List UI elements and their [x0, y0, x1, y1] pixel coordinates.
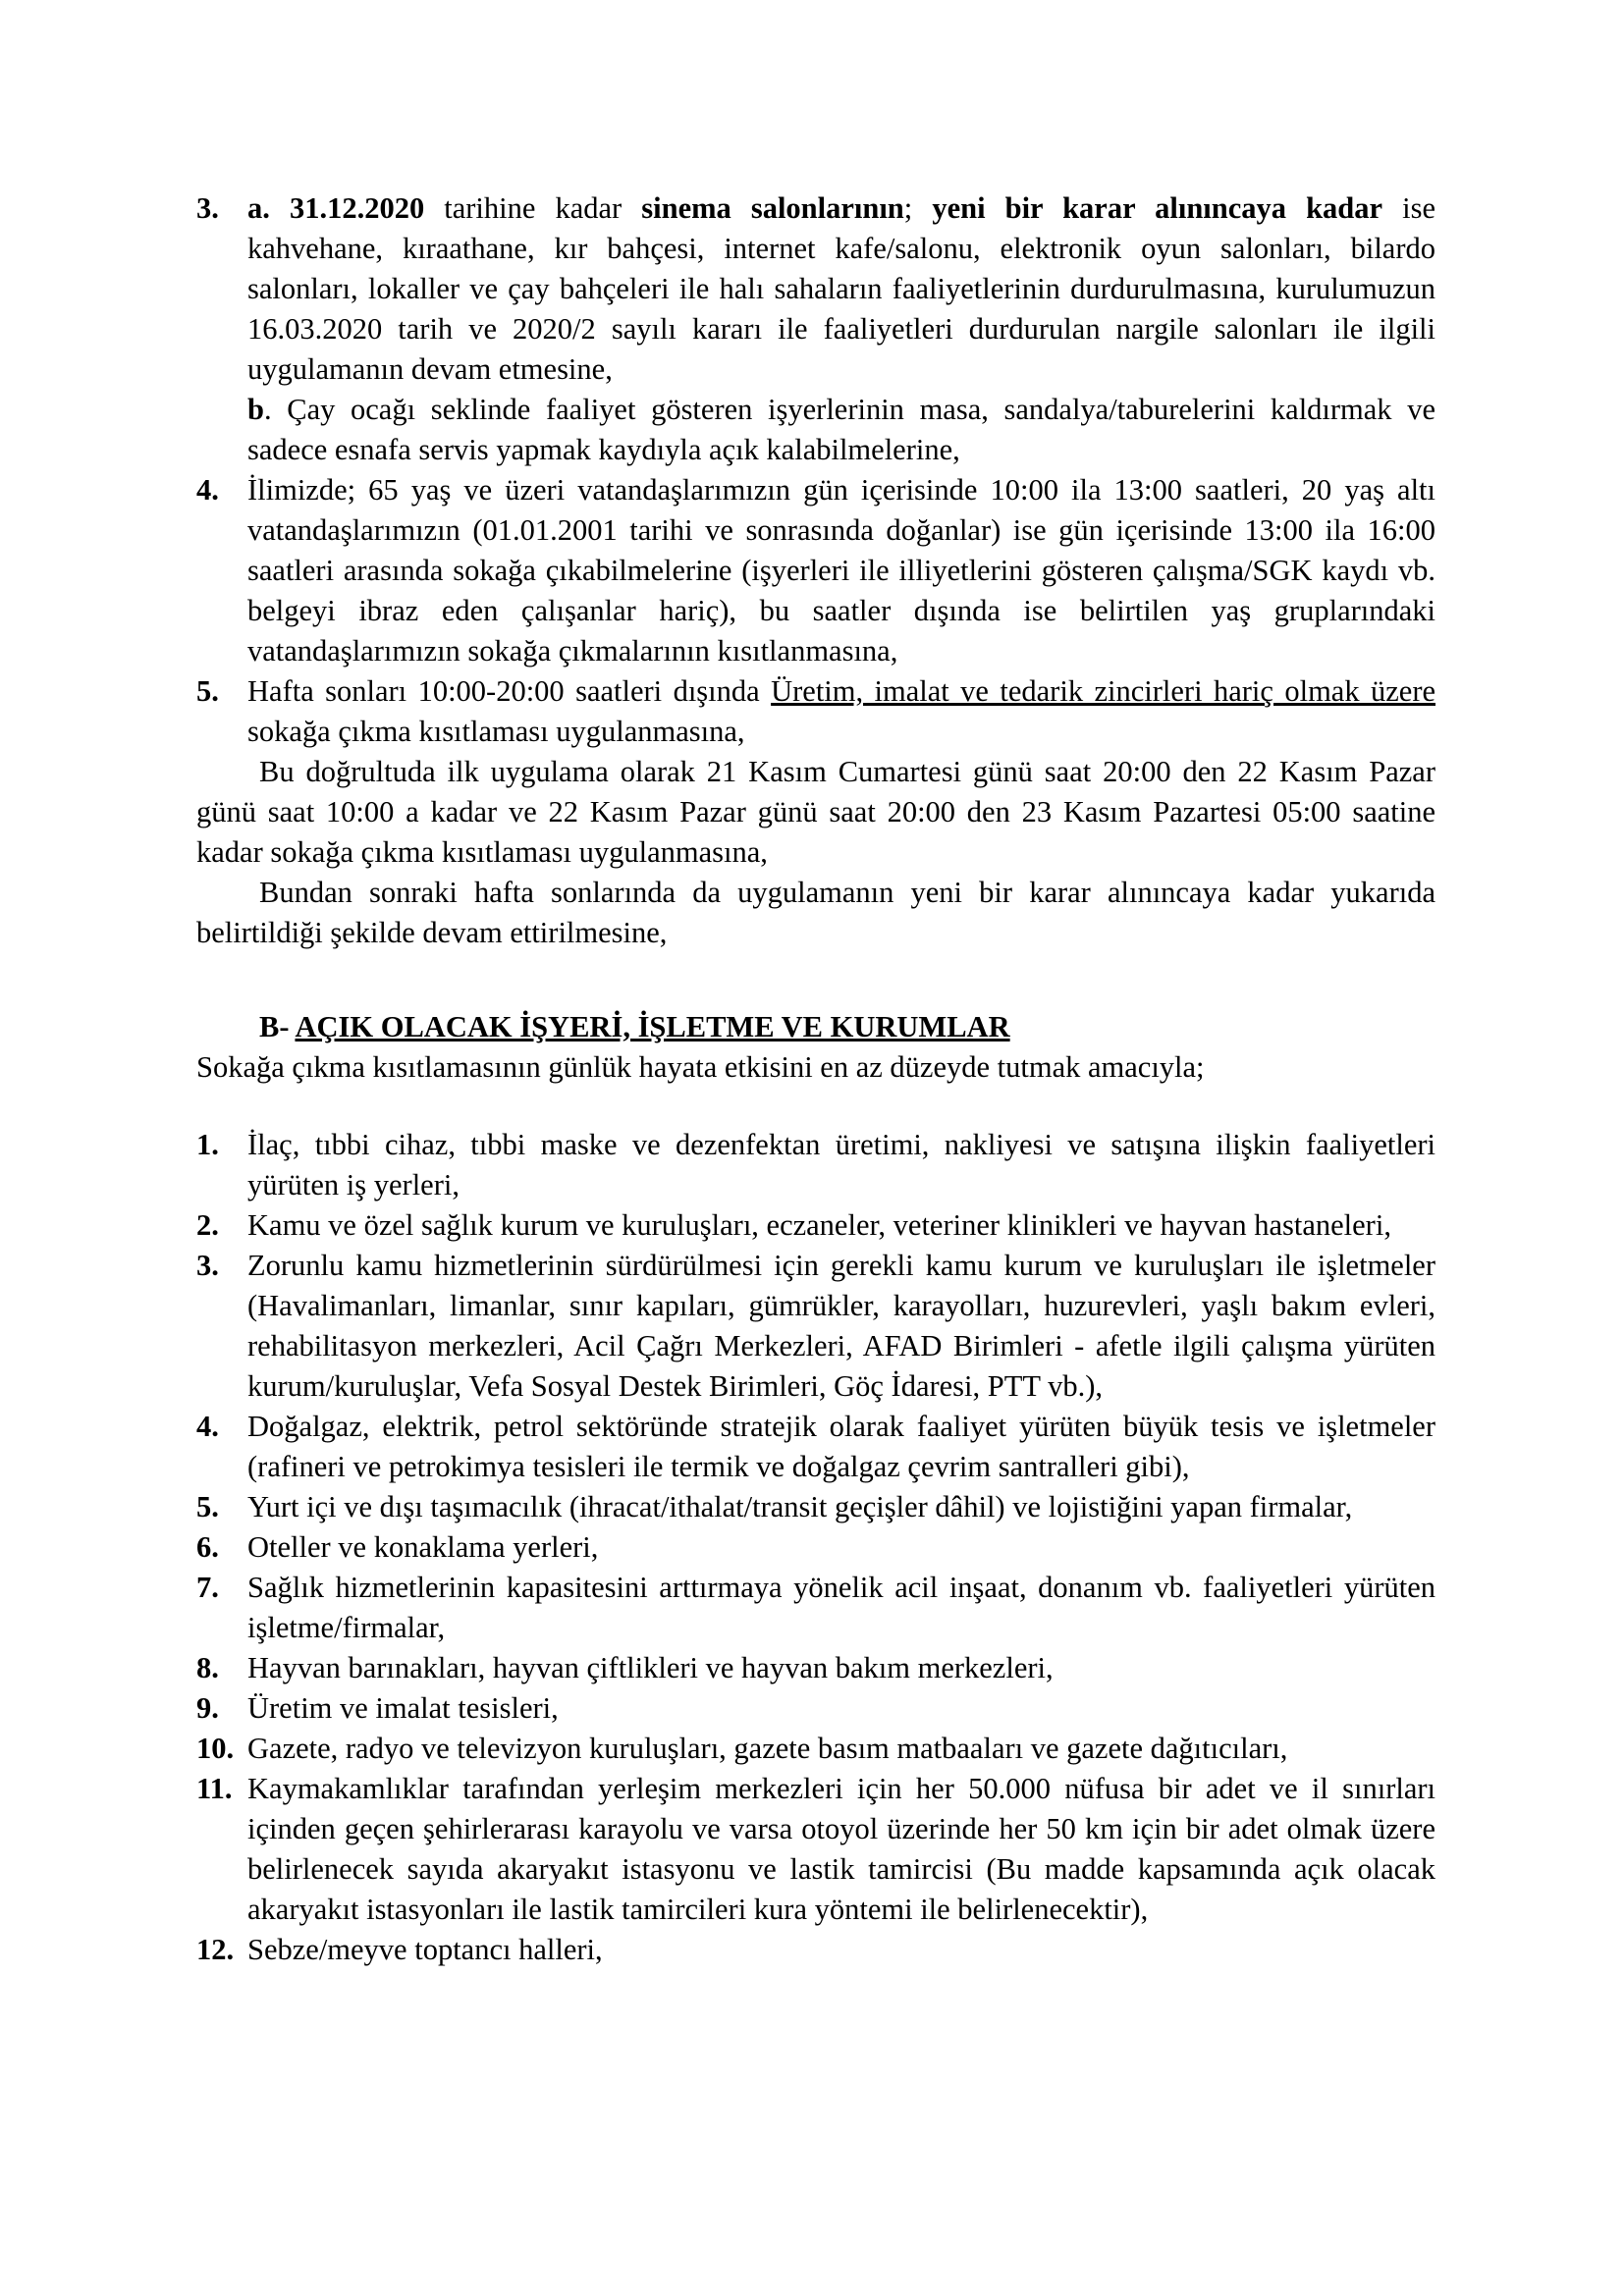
list-item: [196, 1729, 1435, 1769]
item-number: 9.: [196, 1691, 219, 1725]
item-text: Doğalgaz, elektrik, petrol sektöründe stratejik olarak faaliyet yürüten büyük tesis ve işletmeler (rafineri ve petrokimya tesisleri ile termik ve doğalgaz çevrim santralleri gibi),: [247, 1410, 1435, 1483]
sub-label-b: b: [247, 393, 264, 426]
bold-phrase: yeni bir karar alınıncaya kadar: [932, 191, 1383, 225]
item-text: Zorunlu kamu hizmetlerinin sürdürülmesi için gerekli kamu kurum ve kuruluşları ile işletmeler (Havalimanları, limanlar, sınır kapıları, gümrükler, karayolları, huzurevleri, yaşlı bakım evleri, rehabilitasyon merkezleri, Acil Çağrı Merkezleri, AFAD Birimleri - afetle ilgili çalışma yürüten kurum/kuruluşlar, Vefa Sosyal Destek Birimleri, Göç İdaresi, PTT vb.),: [247, 1249, 1435, 1403]
item-text: İlimizde; 65 yaş ve üzeri vatandaşlarımızın gün içerisinde 10:00 ila 13:00 saatleri, 20 yaş altı vatandaşlarımızın (01.01.2001 tarihi ve sonrasında doğanlar) ise gün içerisinde 13:00 ila 16:00 saatleri arasında sokağa çıkabilmelerine (işyerleri ile illiyetlerini gösteren çalışma/SGK kaydı vb. belgeyi ibraz eden çalışanlar hariç), bu saatler dışında ise belirtilen yaş gruplarındaki vatandaşlarımızın sokağa çıkmalarının kısıtlanmasına,: [247, 473, 1435, 667]
list-item: [196, 1205, 1435, 1246]
list-item: [196, 1648, 1435, 1688]
item-3b-text: [196, 390, 1435, 470]
sub-label-a: a.: [247, 191, 270, 225]
underlined-phrase: Üretim, imalat ve tedarik zincirleri hariç olmak üzere: [771, 674, 1436, 708]
list-item: [196, 1246, 1435, 1407]
document-page: [196, 188, 1435, 1970]
text-fragment: Hafta sonları 10:00-20:00 saatleri dışında: [247, 674, 772, 708]
item-text: Sebze/meyve toptancı halleri,: [247, 1933, 603, 1966]
list-item: [196, 1688, 1435, 1729]
item-number: 10.: [196, 1732, 235, 1765]
section-intro: Sokağa çıkma kısıtlamasının günlük hayata etkisini en az düzeyde tutmak amacıyla;: [196, 1050, 1205, 1084]
list-item: [196, 1527, 1435, 1568]
list-item: [196, 1125, 1435, 1205]
section-title: AÇIK OLACAK İŞYERİ, İŞLETME VE KURUMLAR: [295, 1010, 1010, 1043]
item-number: 3.: [196, 191, 219, 225]
open-workplaces-list: [196, 1125, 1435, 1970]
list-item: [196, 1930, 1435, 1970]
item-number: 2.: [196, 1208, 219, 1242]
paragraph-first-application: Bu doğrultuda ilk uygulama olarak 21 Kasım Cumartesi günü saat 20:00 den 22 Kasım Pazar günü saat 10:00 a kadar ve 22 Kasım Pazar günü saat 20:00 den 23 Kasım Pazartesi 05:00 saatine kadar sokağa çıkma kısıtlaması uygulanmasına,: [196, 755, 1435, 869]
item-number: 11.: [196, 1772, 233, 1805]
item-number: 5.: [196, 1490, 219, 1523]
date-bold: 31.12.2020: [289, 191, 425, 225]
list-item: [196, 1407, 1435, 1487]
item-number: 3.: [196, 1249, 219, 1282]
item-text: Hayvan barınakları, hayvan çiftlikleri ve hayvan bakım merkezleri,: [247, 1651, 1054, 1684]
item-number: 5.: [196, 674, 219, 708]
item-text: Oteller ve konaklama yerleri,: [247, 1530, 599, 1564]
text-fragment: tarihine kadar: [424, 191, 642, 225]
item-text: Üretim ve imalat tesisleri,: [247, 1691, 559, 1725]
item-number: 12.: [196, 1933, 235, 1966]
item-number: 8.: [196, 1651, 219, 1684]
text-fragment: ;: [903, 191, 933, 225]
list-item-5: [196, 671, 1435, 752]
item-3a-text: [247, 188, 1435, 390]
item-text: [247, 671, 1435, 752]
item-text: Sağlık hizmetlerinin kapasitesini arttırmaya yönelik acil inşaat, donanım vb. faaliyetleri yürüten işletme/firmalar,: [247, 1571, 1435, 1644]
text-fragment: . Çay ocağı seklinde faaliyet gösteren işyerlerinin masa, sandalya/taburelerini kaldırmak ve sadece esnafa servis yapmak kaydıyla açık kalabilmelerine,: [247, 393, 1435, 466]
item-number: 4.: [196, 1410, 219, 1443]
item-number: 1.: [196, 1128, 219, 1161]
bold-phrase: sinema salonlarının: [641, 191, 904, 225]
list-item: [196, 1769, 1435, 1930]
section-prefix: B-: [259, 1010, 296, 1043]
list-item: [196, 1487, 1435, 1527]
item-text: İlaç, tıbbi cihaz, tıbbi maske ve dezenfektan üretimi, nakliyesi ve satışına ilişkin faaliyetleri yürüten iş yerleri,: [247, 1128, 1435, 1201]
item-text: Kamu ve özel sağlık kurum ve kuruluşları, eczaneler, veteriner klinikleri ve hayvan hastaneleri,: [247, 1208, 1391, 1242]
section-heading: [196, 1007, 1435, 1047]
item-number: 4.: [196, 473, 219, 507]
item-text: Gazete, radyo ve televizyon kuruluşları, gazete basım matbaaları ve gazete dağıtıcıları,: [247, 1732, 1288, 1765]
list-item-4: [196, 470, 1435, 671]
item-number: 7.: [196, 1571, 219, 1604]
text-fragment: sokağa çıkma kısıtlaması uygulanmasına,: [247, 715, 745, 748]
list-item-3: [196, 188, 1435, 390]
item-text: Yurt içi ve dışı taşımacılık (ihracat/ithalat/transit geçişler dâhil) ve lojistiğini yapan firmalar,: [247, 1490, 1353, 1523]
paragraph-following-weekends: Bundan sonraki hafta sonlarında da uygulamanın yeni bir karar alınıncaya kadar yukarıda belirtildiği şekilde devam ettirilmesine,: [196, 876, 1435, 949]
list-item: [196, 1568, 1435, 1648]
text-fragment: ise kahvehane, kıraathane, kır bahçesi, internet kafe/salonu, elektronik oyun salonları, bilardo salonları, lokaller ve çay bahçeleri ile halı sahaların faaliyetlerinin durdurulmasına, kurulumuzun 16.03.2020 tarih ve 2020/2 sayılı kararı ile faaliyetleri durdurulan nargile salonları ile ilgili uygulamanın devam etmesine,: [247, 191, 1436, 386]
item-text: Kaymakamlıklar tarafından yerleşim merkezleri için her 50.000 nüfusa bir adet ve il sınırları içinden geçen şehirlerarası karayolu ve varsa otoyol üzerinde her 50 km için bir adet olmak üzere belirlenecek sayıda akaryakıt istasyonu ve lastik tamircisi (Bu madde kapsamında açık olacak akaryakıt istasyonları ile lastik tamircileri kura yöntemi ile belirlenecektir),: [247, 1772, 1435, 1926]
item-number: 6.: [196, 1530, 219, 1564]
